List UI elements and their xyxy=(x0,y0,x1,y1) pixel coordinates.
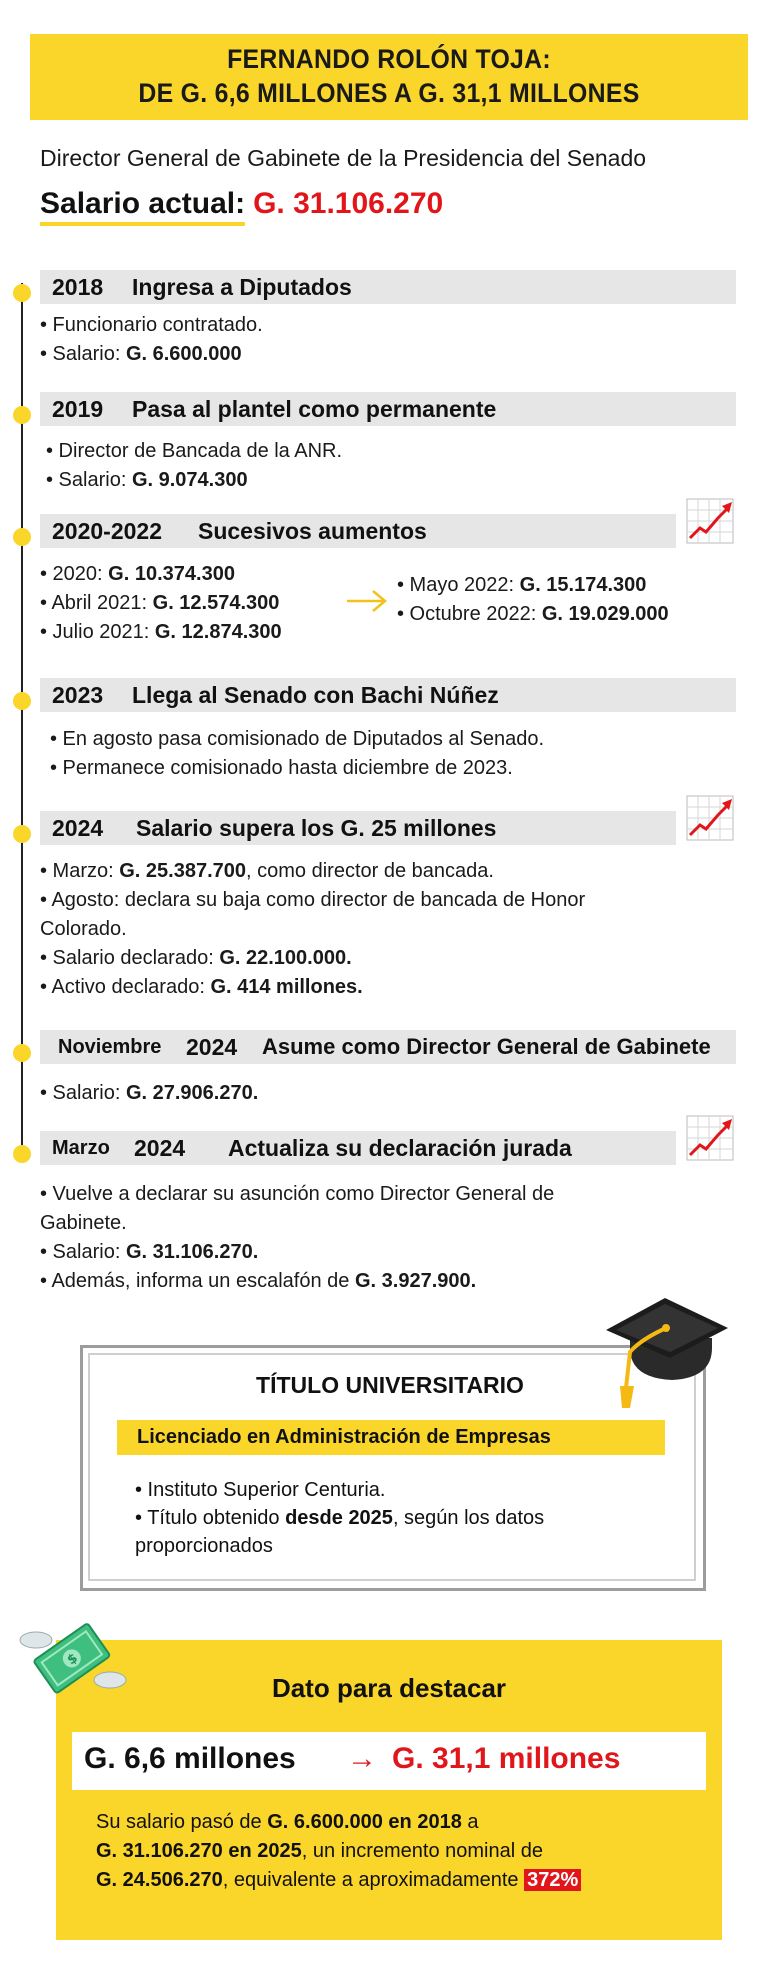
list-item: • Julio 2021: G. 12.874.300 xyxy=(40,621,282,643)
list-item: proporcionados xyxy=(135,1535,273,1557)
timeline-year: 2024 xyxy=(134,1135,186,1161)
timeline-dot xyxy=(13,528,31,546)
timeline-bar-2024 xyxy=(40,811,676,845)
arrow-right-icon xyxy=(345,586,389,616)
list-item: • Salario: G. 31.106.270. xyxy=(40,1241,259,1263)
salary-to: G. 31,1 millones xyxy=(392,1742,621,1775)
timeline-dot xyxy=(13,1044,31,1062)
list-item: • Salario: G. 9.074.300 xyxy=(46,469,248,491)
degree-band xyxy=(117,1420,665,1455)
list-item: • 2020: G. 10.374.300 xyxy=(40,563,235,585)
list-item: Gabinete. xyxy=(40,1212,127,1234)
timeline-year: 2019 xyxy=(52,396,104,422)
header-banner xyxy=(30,34,748,120)
list-item: • Octubre 2022: G. 19.029.000 xyxy=(397,603,669,625)
arrow-right-icon: → xyxy=(347,1742,377,1775)
list-item: • Abril 2021: G. 12.574.300 xyxy=(40,592,280,614)
degree-details xyxy=(135,1476,675,1560)
list-item: • Activo declarado: G. 414 millones. xyxy=(40,976,363,998)
timeline-dot xyxy=(13,284,31,302)
list-item: • Además, informa un escalafón de G. 3.927.900. xyxy=(40,1270,477,1292)
list-item: • Título obtenido desde 2025, según los datos xyxy=(135,1507,545,1529)
timeline-body-2024 xyxy=(40,857,585,1002)
timeline-body-2019 xyxy=(46,437,342,495)
growth-chart-icon xyxy=(686,1115,734,1161)
list-item: • Mayo 2022: G. 15.174.300 xyxy=(397,574,647,596)
timeline-bar-noviembre-2024 xyxy=(40,1030,736,1064)
timeline-bar-marzo-2024 xyxy=(40,1131,676,1165)
timeline-body-2020-2022-left xyxy=(40,560,282,647)
timeline-body-2018 xyxy=(40,311,263,369)
percentage-badge: 372% xyxy=(524,1869,581,1891)
timeline-month: Marzo xyxy=(52,1137,110,1159)
list-item: • Salario: G. 27.906.270. xyxy=(40,1082,259,1104)
timeline-body-noviembre-2024 xyxy=(40,1079,258,1108)
degree-heading: TÍTULO UNIVERSITARIO xyxy=(256,1372,524,1398)
timeline-title: Actualiza su declaración jurada xyxy=(228,1135,572,1161)
timeline-year: 2018 xyxy=(52,274,104,300)
salary-from: G. 6,6 millones xyxy=(84,1742,296,1775)
svg-text:$: $ xyxy=(64,1650,81,1669)
timeline-title: Asume como Director General de Gabinete xyxy=(262,1034,711,1059)
current-salary xyxy=(40,187,443,221)
list-item: • Funcionario contratado. xyxy=(40,314,263,336)
timeline-bar-2023 xyxy=(40,678,736,712)
subtitle: Director General de Gabinete de la Presidencia del Senado xyxy=(40,145,647,171)
list-item: • En agosto pasa comisionado de Diputados al Senado. xyxy=(50,728,545,750)
list-item: • Agosto: declara su baja como director de bancada de Honor xyxy=(40,889,586,911)
list-item: • Director de Bancada de la ANR. xyxy=(46,440,343,462)
timeline-title: Sucesivos aumentos xyxy=(198,518,427,544)
header-line-1: FERNANDO ROLÓN TOJA: xyxy=(227,44,551,74)
list-item: • Marzo: G. 25.387.700, como director de bancada. xyxy=(40,860,494,882)
timeline-title: Pasa al plantel como permanente xyxy=(132,396,497,422)
timeline-year: 2024 xyxy=(52,815,104,841)
timeline-year: 2020-2022 xyxy=(52,518,162,544)
timeline-bar-2019 xyxy=(40,392,736,426)
timeline-body-2023 xyxy=(50,725,544,783)
list-item: • Salario declarado: G. 22.100.000. xyxy=(40,947,352,969)
timeline-title: Llega al Senado con Bachi Núñez xyxy=(132,682,499,708)
list-item: • Permanece comisionado hasta diciembre de 2023. xyxy=(50,757,513,779)
timeline-year: 2024 xyxy=(186,1034,238,1060)
timeline-dot xyxy=(13,825,31,843)
list-item: Colorado. xyxy=(40,918,127,940)
growth-chart-icon xyxy=(686,795,734,841)
timeline-dot xyxy=(13,692,31,710)
timeline-year: 2023 xyxy=(52,682,104,708)
list-item: • Salario: G. 6.600.000 xyxy=(40,343,242,365)
graduation-cap-icon xyxy=(600,1290,730,1410)
timeline-bar-2018 xyxy=(40,270,736,304)
timeline-dot xyxy=(13,406,31,424)
header-line-2: DE G. 6,6 MILLONES A G. 31,1 MILLONES xyxy=(138,78,640,108)
growth-chart-icon xyxy=(686,498,734,544)
list-item: • Instituto Superior Centuria. xyxy=(135,1479,386,1501)
timeline-dot xyxy=(13,1145,31,1163)
timeline-month: Noviembre xyxy=(58,1036,162,1058)
timeline-bar-2020-2022 xyxy=(40,514,676,548)
salary-label: Salario actual: xyxy=(40,187,245,226)
degree-name: Licenciado en Administración de Empresas xyxy=(137,1426,551,1448)
timeline-title: Ingresa a Diputados xyxy=(132,274,352,300)
salary-value: G. 31.106.270 xyxy=(253,187,444,220)
highlight-heading: Dato para destacar xyxy=(271,1673,507,1703)
timeline-body-2020-2022-right xyxy=(397,571,669,629)
highlight-text: Su salario pasó de G. 6.600.000 en 2018 a G. 31.106.270 en 2025, un incremento nominal de G. 24.506.270, equivalente a aproximadamente 372% xyxy=(96,1808,696,1895)
timeline-body-marzo-2024 xyxy=(40,1180,554,1296)
timeline-title: Salario supera los G. 25 millones xyxy=(136,815,497,841)
list-item: • Vuelve a declarar su asunción como Director General de xyxy=(40,1183,555,1205)
